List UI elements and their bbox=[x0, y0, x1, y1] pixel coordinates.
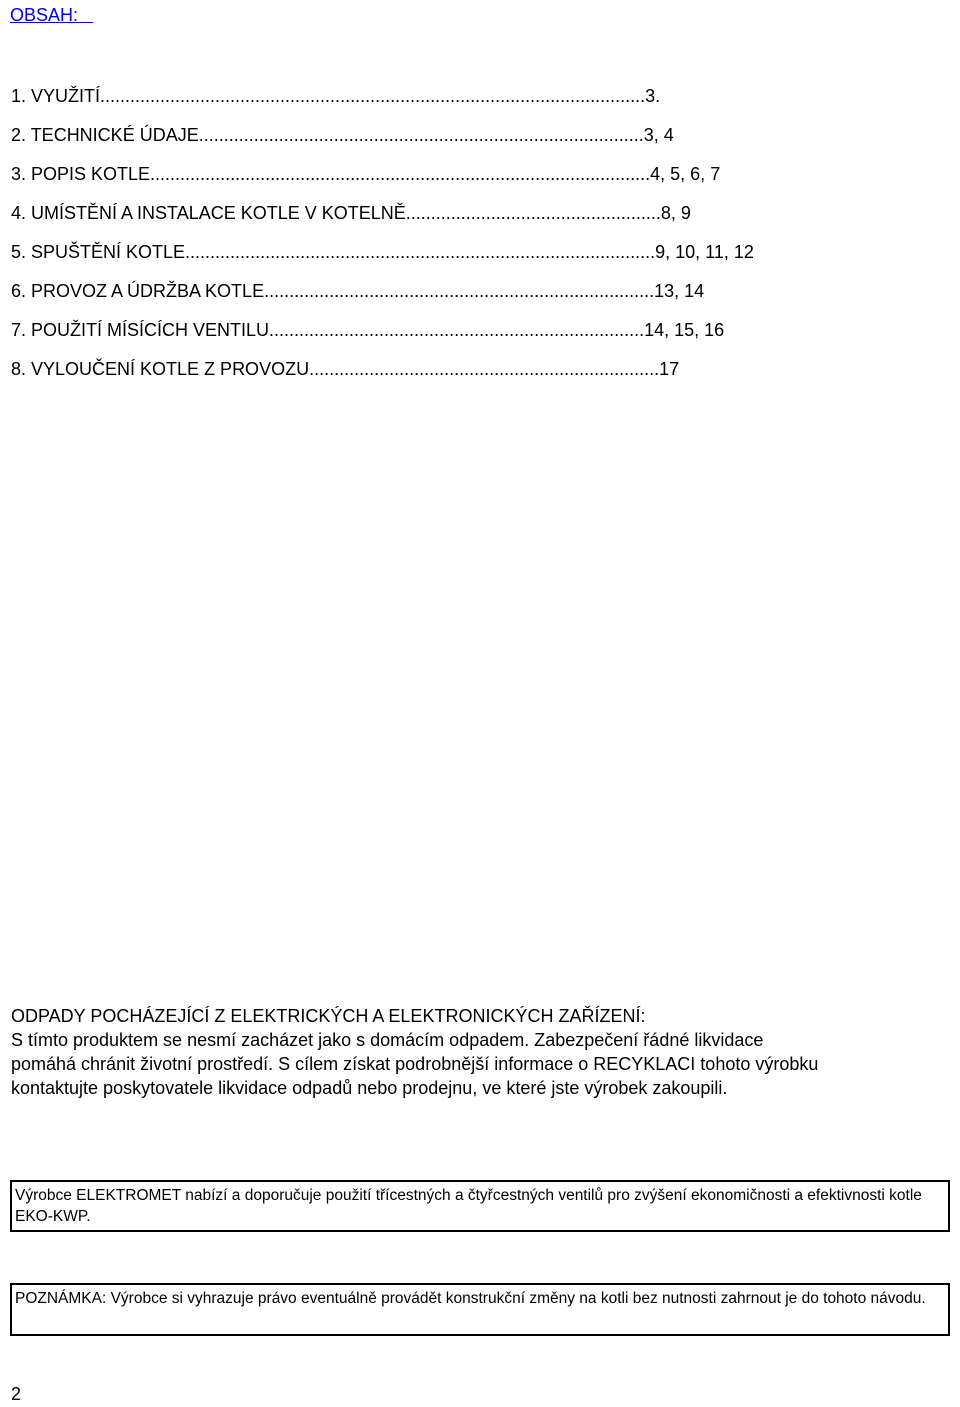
table-of-contents bbox=[11, 77, 754, 389]
toc-entry-text: 3. POPIS KOTLE....................................................................................................4, 5, 6, 7 bbox=[11, 164, 721, 184]
toc-entry-text: 7. POUŽITÍ MÍSÍCÍCH VENTILU...........................................................................14, 15, 16 bbox=[11, 320, 725, 340]
toc-entry-technicke-udaje bbox=[11, 116, 754, 155]
recommendation-text: Výrobce ELEKTROMET nabízí a doporučuje použití třícestných a čtyřcestných ventilů pro zvýšení ekonomičnosti a efektivnosti kotle EKO-KWP. bbox=[15, 1187, 922, 1225]
waste-notice-heading: ODPADY POCHÁZEJÍCÍ Z ELEKTRICKÝCH A ELEKTRONICKÝCH ZAŘÍZENÍ: bbox=[11, 1006, 646, 1026]
note-box bbox=[10, 1283, 950, 1336]
toc-entry-text: 2. TECHNICKÉ ÚDAJE.........................................................................................3, 4 bbox=[11, 125, 674, 145]
toc-entry-text: 6. PROVOZ A ÚDRŽBA KOTLE..............................................................................13, 14 bbox=[11, 281, 705, 301]
toc-entry-vyuziti bbox=[11, 77, 754, 116]
waste-notice-body: S tímto produktem se nesmí zacházet jako s domácím odpadem. Zabezpečení řádné likvidace pomáhá chránit životní prostředí. S cílem získat podrobnější informace o RECYKLACI tohoto výrobku kontaktujte poskytovatele likvidace odpadů nebo prodejnu, ve které jste výrobek zakoupili. bbox=[11, 1030, 819, 1098]
toc-entry-text: 8. VYLOUČENÍ KOTLE Z PROVOZU......................................................................17 bbox=[11, 359, 680, 379]
toc-entry-text: 5. SPUŠTĚNÍ KOTLE..............................................................................................9, 10, 11, 12 bbox=[11, 242, 754, 262]
note-text: POZNÁMKA: Výrobce si vyhrazuje právo eventuálně provádět konstrukční změny na kotli bez nutnosti zahrnout je do tohoto návodu. bbox=[15, 1290, 926, 1307]
toc-entry-text: 1. VYUŽITÍ.............................................................................................................3. bbox=[11, 86, 661, 106]
toc-entry-provoz bbox=[11, 272, 754, 311]
toc-entry-spusteni bbox=[11, 233, 754, 272]
toc-entry-vylouceni bbox=[11, 350, 754, 389]
page-number: 2 bbox=[11, 1384, 22, 1404]
toc-entry-text: 4. UMÍSTĚNÍ A INSTALACE KOTLE V KOTELNĚ...................................................8, 9 bbox=[11, 203, 691, 223]
toc-entry-umisteni bbox=[11, 194, 754, 233]
toc-entry-popis-kotle bbox=[11, 155, 754, 194]
waste-notice bbox=[11, 1004, 831, 1100]
recommendation-box bbox=[10, 1180, 950, 1232]
toc-heading[interactable]: OBSAH: bbox=[10, 5, 94, 25]
toc-entry-misici-ventily bbox=[11, 311, 754, 350]
